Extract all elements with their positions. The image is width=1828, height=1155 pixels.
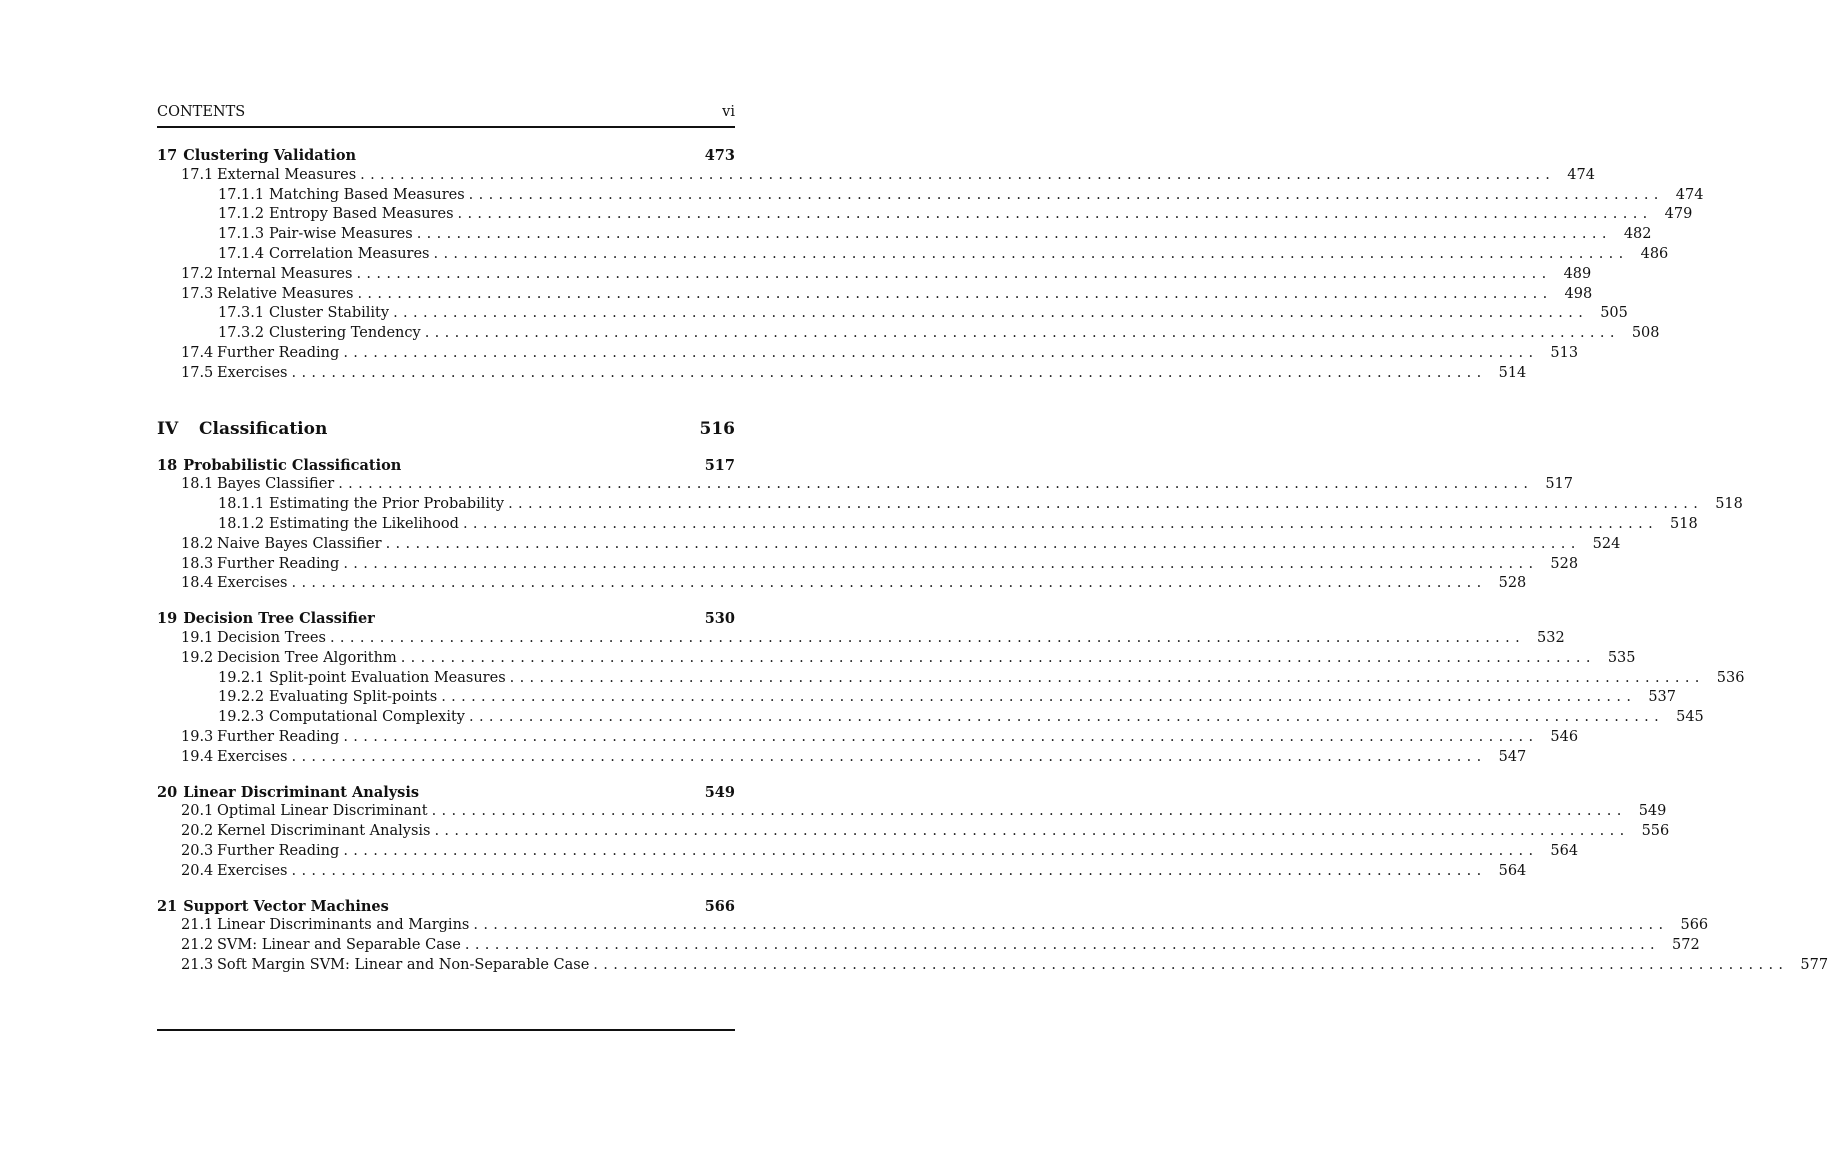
toc-entry-number: 18 bbox=[157, 456, 178, 474]
toc-entry-page-number: 549 bbox=[1638, 803, 1667, 820]
dot-leader: ........................................................................................................................ bbox=[393, 305, 1589, 322]
toc-entry-title: Computational Complexity bbox=[269, 709, 465, 726]
toc-entry-number: 18.1 bbox=[181, 476, 214, 493]
toc-entry-number: 18.1.1 bbox=[218, 496, 265, 513]
toc-entry-chapter[interactable] bbox=[157, 783, 735, 803]
dot-leader: ........................................................................................................................ bbox=[593, 956, 1789, 973]
toc-entry-level1[interactable] bbox=[157, 728, 1579, 748]
toc-entry-level1[interactable] bbox=[157, 535, 1621, 555]
table-of-contents bbox=[157, 146, 1828, 976]
toc-entry-page-number: 508 bbox=[1631, 325, 1660, 342]
toc-entry-number: 17.1.3 bbox=[218, 226, 265, 243]
toc-entry-title: Bayes Classifier bbox=[217, 476, 335, 493]
dot-leader: ........................................................................................................................ bbox=[343, 344, 1539, 361]
toc-entry-level1[interactable] bbox=[157, 555, 1579, 575]
toc-entry-page-number: 486 bbox=[1640, 245, 1669, 262]
dot-leader: ........................................................................................................................ bbox=[434, 823, 1630, 840]
toc-entry-page-number: 564 bbox=[1550, 842, 1579, 859]
toc-entry-level2[interactable] bbox=[157, 495, 1743, 515]
running-head-page-number: vi bbox=[722, 104, 735, 120]
toc-entry-level1[interactable] bbox=[157, 862, 1527, 882]
toc-entry-level1[interactable] bbox=[157, 629, 1565, 649]
toc-entry-level1[interactable] bbox=[157, 344, 1579, 364]
toc-entry-chapter[interactable] bbox=[157, 897, 735, 917]
toc-entry-level1[interactable] bbox=[157, 285, 1593, 305]
toc-entry-number: 19.2.1 bbox=[218, 669, 265, 686]
dot-leader: ........................................................................................................................ bbox=[509, 669, 1705, 686]
toc-entry-level2[interactable] bbox=[157, 225, 1652, 245]
dot-leader: ........................................................................................................................ bbox=[424, 325, 1620, 342]
toc-entry-level1[interactable] bbox=[157, 748, 1527, 768]
toc-entry-level1[interactable] bbox=[157, 916, 1709, 936]
toc-entry-page-number: 498 bbox=[1564, 285, 1593, 302]
toc-entry-page-number: 536 bbox=[1716, 669, 1745, 686]
toc-entry-title: Correlation Measures bbox=[269, 245, 430, 262]
toc-entry-title: Classification bbox=[199, 418, 328, 439]
toc-entry-page-number: 547 bbox=[1498, 748, 1527, 765]
toc-entry-title: Linear Discriminants and Margins bbox=[217, 917, 470, 934]
toc-entry-number: 17.5 bbox=[181, 364, 214, 381]
toc-entry-number: 18.1.2 bbox=[218, 515, 265, 532]
toc-entry-title: Estimating the Likelihood bbox=[269, 515, 459, 532]
dot-leader: ........................................................................................................................ bbox=[338, 476, 1534, 493]
bottom-rule bbox=[157, 1029, 735, 1031]
toc-entry-page-number: 546 bbox=[1550, 728, 1579, 745]
dot-leader: ........................................................................................................................ bbox=[291, 575, 1487, 592]
toc-entry-page-number: 518 bbox=[1670, 515, 1698, 532]
toc-entry-number: 18.4 bbox=[181, 575, 214, 592]
toc-entry-page-number: 474 bbox=[1675, 186, 1704, 203]
toc-entry-title: Further Reading bbox=[217, 344, 340, 361]
toc-entry-title: Naive Bayes Classifier bbox=[217, 535, 382, 552]
toc-entry-number: 17.1.1 bbox=[218, 186, 265, 203]
toc-entry-number: 17.2 bbox=[181, 265, 214, 282]
toc-entry-number: 19.1 bbox=[181, 629, 214, 646]
toc-entry-number: 19.2 bbox=[181, 649, 214, 666]
toc-entry-number: 20.1 bbox=[181, 803, 214, 820]
toc-entry-level1[interactable] bbox=[157, 842, 1579, 862]
toc-entry-title: Pair-wise Measures bbox=[269, 226, 413, 243]
toc-entry-level2[interactable] bbox=[157, 669, 1745, 689]
toc-entry-page-number: 535 bbox=[1607, 649, 1636, 666]
dot-leader: ........................................................................................................................ bbox=[468, 186, 1664, 203]
toc-entry-page-number: 479 bbox=[1664, 206, 1693, 223]
dot-leader: ........................................................................................................................ bbox=[441, 689, 1637, 706]
toc-entry-page-number: 566 bbox=[704, 897, 735, 915]
dot-leader: ........................................................................................................................ bbox=[464, 937, 1660, 954]
dot-leader: ........................................................................................................................ bbox=[462, 515, 1659, 532]
dot-leader: ........................................................................................................................ bbox=[360, 166, 1556, 183]
toc-page bbox=[157, 104, 1828, 976]
toc-entry-level1[interactable] bbox=[157, 822, 1670, 842]
toc-entry-title: Decision Trees bbox=[217, 629, 326, 646]
toc-entry-number: 21.2 bbox=[181, 937, 214, 954]
dot-leader: ........................................................................................................................ bbox=[433, 245, 1629, 262]
toc-entry-part[interactable] bbox=[157, 417, 735, 441]
toc-entry-page-number: 556 bbox=[1641, 823, 1670, 840]
dot-leader: ........................................................................................................................ bbox=[291, 748, 1487, 765]
toc-entry-title: Entropy Based Measures bbox=[269, 206, 454, 223]
toc-entry-page-number: 524 bbox=[1592, 535, 1621, 552]
toc-entry-page-number: 473 bbox=[704, 147, 735, 164]
toc-entry-page-number: 566 bbox=[1680, 917, 1709, 934]
dot-leader: ........................................................................................................................ bbox=[416, 226, 1612, 243]
toc-entry-page-number: 577 bbox=[1800, 956, 1828, 973]
dot-leader: ........................................................................................................................ bbox=[357, 285, 1553, 302]
toc-entry-title: Kernel Discriminant Analysis bbox=[217, 823, 431, 840]
toc-entry-chapter[interactable] bbox=[157, 456, 735, 476]
dot-leader: ........................................................................................................................ bbox=[343, 842, 1539, 859]
toc-entry-title: Clustering Validation bbox=[183, 147, 357, 164]
dot-leader: ........................................................................................................................ bbox=[457, 206, 1653, 223]
running-head bbox=[157, 104, 735, 128]
toc-entry-title: Exercises bbox=[217, 575, 288, 592]
toc-entry-level1[interactable] bbox=[157, 166, 1595, 186]
toc-entry-number: 17.4 bbox=[181, 344, 214, 361]
toc-entry-page-number: 528 bbox=[1550, 555, 1579, 572]
toc-entry-level2[interactable] bbox=[157, 708, 1704, 728]
dot-leader: ........................................................................................................................ bbox=[343, 728, 1539, 745]
toc-entry-page-number: 514 bbox=[1498, 364, 1527, 381]
toc-entry-page-number: 517 bbox=[1545, 476, 1574, 493]
toc-entry-title: Relative Measures bbox=[217, 285, 354, 302]
toc-entry-number: 17.1.2 bbox=[218, 206, 265, 223]
toc-entry-level2[interactable] bbox=[157, 324, 1660, 344]
toc-entry-level1[interactable] bbox=[157, 649, 1636, 669]
toc-entry-number: 20.2 bbox=[181, 823, 214, 840]
dot-leader: ........................................................................................................................ bbox=[385, 535, 1581, 552]
toc-entry-level2[interactable] bbox=[157, 245, 1669, 265]
toc-entry-level2[interactable] bbox=[157, 205, 1693, 225]
toc-entry-title: Internal Measures bbox=[217, 265, 353, 282]
toc-entry-number: 19.4 bbox=[181, 748, 214, 765]
toc-entry-level1[interactable] bbox=[157, 574, 1527, 594]
toc-entry-number: 20.4 bbox=[181, 862, 214, 879]
toc-entry-page-number: 564 bbox=[1498, 862, 1527, 879]
toc-entry-page-number: 537 bbox=[1648, 689, 1677, 706]
toc-entry-level1[interactable] bbox=[157, 936, 1700, 956]
toc-entry-page-number: 545 bbox=[1676, 709, 1704, 726]
toc-entry-title: Linear Discriminant Analysis bbox=[183, 783, 419, 801]
toc-entry-level2[interactable] bbox=[157, 304, 1628, 324]
toc-entry-title: Further Reading bbox=[217, 842, 340, 859]
toc-entry-page-number: 517 bbox=[704, 456, 735, 474]
dot-leader: ........................................................................................................................ bbox=[343, 555, 1539, 572]
dot-leader: ........................................................................................................................ bbox=[291, 364, 1487, 381]
toc-entry-number: 17.3.1 bbox=[218, 305, 265, 322]
dot-leader: ........................................................................................................................ bbox=[400, 649, 1596, 666]
toc-entry-level2[interactable] bbox=[157, 688, 1677, 708]
toc-entry-title: Matching Based Measures bbox=[269, 186, 465, 203]
toc-entry-page-number: 516 bbox=[699, 418, 735, 439]
toc-entry-page-number: 482 bbox=[1623, 226, 1652, 243]
toc-entry-number: 21.1 bbox=[181, 917, 214, 934]
toc-entry-title: Further Reading bbox=[217, 728, 340, 745]
toc-entry-number: 17.1.4 bbox=[218, 245, 265, 262]
toc-entry-level1[interactable] bbox=[157, 956, 1828, 976]
toc-entry-title: Cluster Stability bbox=[269, 305, 390, 322]
toc-entry-chapter[interactable] bbox=[157, 609, 735, 629]
toc-entry-title: Further Reading bbox=[217, 555, 340, 572]
toc-entry-page-number: 528 bbox=[1498, 575, 1527, 592]
toc-entry-level1[interactable] bbox=[157, 265, 1592, 285]
toc-entry-page-number: 474 bbox=[1567, 166, 1595, 183]
toc-entry-level2[interactable] bbox=[157, 186, 1704, 206]
dot-leader: ........................................................................................................................ bbox=[356, 265, 1552, 282]
toc-entry-number: IV bbox=[157, 418, 179, 439]
toc-entry-page-number: 513 bbox=[1550, 344, 1579, 361]
dot-leader: ........................................................................................................................ bbox=[291, 862, 1487, 879]
toc-entry-level2[interactable] bbox=[157, 515, 1698, 535]
toc-entry-page-number: 572 bbox=[1672, 937, 1700, 954]
toc-entry-chapter[interactable] bbox=[157, 146, 735, 166]
toc-entry-number: 20 bbox=[157, 783, 178, 801]
toc-entry-level1[interactable] bbox=[157, 364, 1527, 384]
toc-entry-title: Support Vector Machines bbox=[183, 897, 389, 915]
toc-entry-level1[interactable] bbox=[157, 802, 1667, 822]
toc-entry-title: Exercises bbox=[217, 748, 288, 765]
toc-entry-title: Exercises bbox=[217, 862, 288, 879]
toc-entry-number: 19.2.2 bbox=[218, 689, 265, 706]
toc-entry-page-number: 518 bbox=[1715, 496, 1743, 513]
toc-entry-title: External Measures bbox=[217, 166, 357, 183]
toc-entry-number: 21 bbox=[157, 897, 178, 915]
toc-entry-title: Estimating the Prior Probability bbox=[269, 496, 505, 513]
toc-entry-title: Split-point Evaluation Measures bbox=[269, 669, 506, 686]
toc-entry-number: 17.3 bbox=[181, 285, 214, 302]
toc-entry-title: Optimal Linear Discriminant bbox=[217, 803, 428, 820]
running-head-title: CONTENTS bbox=[157, 104, 246, 120]
toc-entry-number: 17.3.2 bbox=[218, 325, 265, 342]
toc-entry-page-number: 549 bbox=[704, 783, 735, 801]
toc-entry-page-number: 530 bbox=[704, 610, 735, 628]
toc-entry-number: 19.2.3 bbox=[218, 709, 265, 726]
toc-entry-title: Decision Tree Algorithm bbox=[217, 649, 397, 666]
toc-entry-title: Decision Tree Classifier bbox=[183, 610, 375, 628]
toc-entry-title: SVM: Linear and Separable Case bbox=[217, 937, 461, 954]
dot-leader: ........................................................................................................................ bbox=[469, 709, 1665, 726]
toc-entry-number: 19 bbox=[157, 610, 178, 628]
toc-entry-level1[interactable] bbox=[157, 475, 1574, 495]
toc-entry-title: Soft Margin SVM: Linear and Non-Separable Case bbox=[217, 956, 590, 973]
dot-leader: ........................................................................................................................ bbox=[473, 917, 1669, 934]
dot-leader: ........................................................................................................................ bbox=[431, 803, 1627, 820]
toc-entry-page-number: 489 bbox=[1563, 265, 1592, 282]
toc-entry-title: Evaluating Split-points bbox=[269, 689, 438, 706]
toc-entry-page-number: 532 bbox=[1537, 629, 1565, 646]
toc-entry-page-number: 505 bbox=[1600, 305, 1628, 322]
toc-entry-number: 19.3 bbox=[181, 728, 214, 745]
toc-entry-title: Probabilistic Classification bbox=[183, 456, 402, 474]
toc-entry-title: Clustering Tendency bbox=[269, 325, 421, 342]
toc-entry-number: 18.2 bbox=[181, 535, 214, 552]
dot-leader: ........................................................................................................................ bbox=[329, 629, 1526, 646]
toc-entry-number: 21.3 bbox=[181, 956, 214, 973]
toc-entry-number: 17 bbox=[157, 147, 178, 164]
toc-entry-number: 17.1 bbox=[181, 166, 214, 183]
toc-entry-number: 18.3 bbox=[181, 555, 214, 572]
dot-leader: ........................................................................................................................ bbox=[508, 496, 1704, 513]
toc-entry-number: 20.3 bbox=[181, 842, 214, 859]
toc-entry-title: Exercises bbox=[217, 364, 288, 381]
